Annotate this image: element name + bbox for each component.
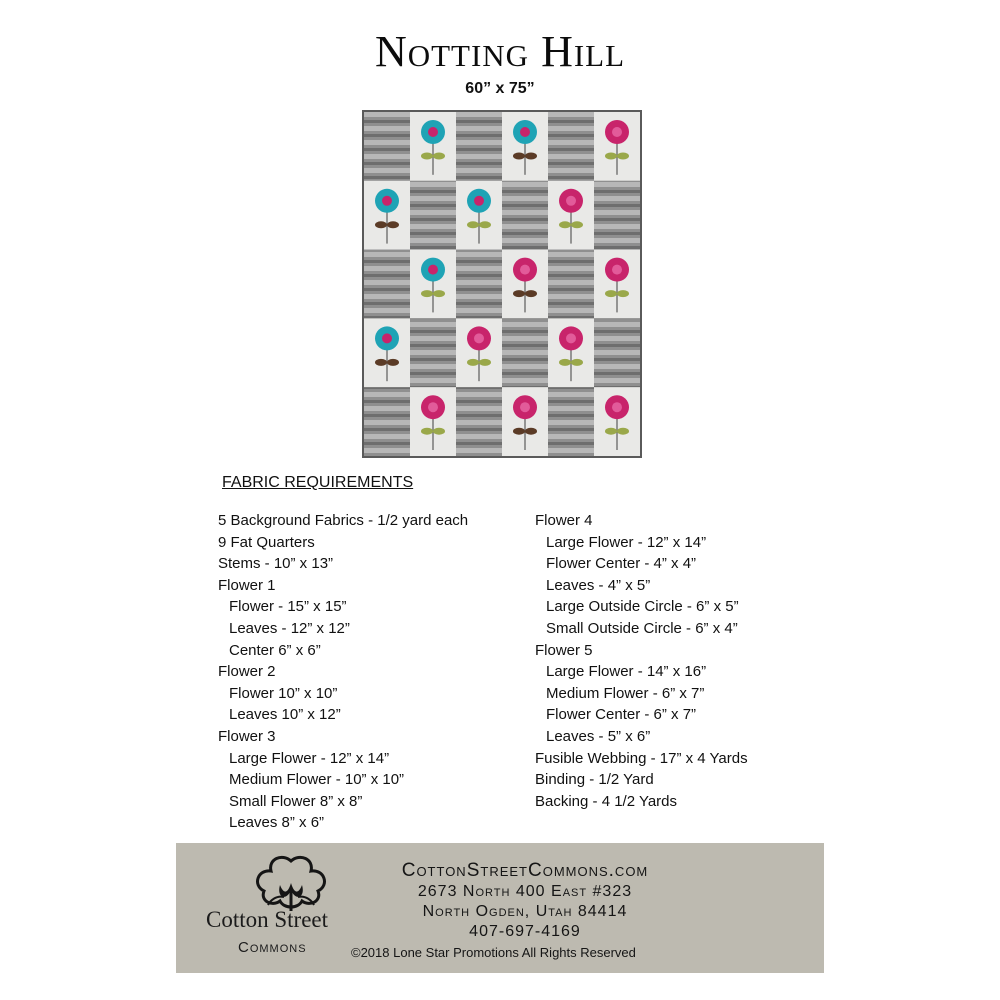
fabric-list-left [218,510,468,834]
pattern-title: Notting Hill [374,27,626,76]
fabric-requirements-heading: FABRIC REQUIREMENTS [222,474,414,491]
quilt-leaf [559,221,571,228]
quilt-leaf [605,428,617,435]
fabric-requirement-item: Leaves 10” x 12” [229,706,341,724]
quilt-flower-center [382,333,392,343]
quilt-leaf [513,290,525,297]
quilt-striped-block [364,250,410,319]
quilt-striped-block [456,250,502,319]
fabric-requirement-item: Large Flower - 12” x 14” [546,533,707,551]
fabric-requirement-item: Small Outside Circle - 6” x 4” [546,619,738,637]
fabric-requirement-item: Flower 5 [535,641,593,659]
fabric-requirement-item: Flower 10” x 10” [229,684,338,702]
fabric-requirement-item: Small Flower 8” x 8” [229,792,363,810]
quilt-flower-center [520,402,530,412]
quilt-striped-block [456,387,502,456]
quilt-leaf [433,290,445,297]
quilt-striped-block [364,112,410,181]
quilt-leaf [421,290,433,297]
quilt-leaf [513,428,525,435]
quilt-leaf [479,359,491,366]
fabric-requirement-item: Flower Center - 4” x 4” [546,555,697,573]
quilt-leaf [479,221,491,228]
quilt-leaf [617,290,629,297]
quilt-flower-center [566,333,576,343]
quilt-striped-block [410,318,456,387]
fabric-requirement-item: Flower Center - 6” x 7” [546,706,697,724]
fabric-requirement-item: Flower 4 [535,512,593,529]
quilt-photo [362,110,642,458]
fabric-requirement-item: Binding - 1/2 Yard [535,771,654,789]
quilt-striped-block [502,318,548,387]
fabric-requirement-item: Flower 3 [218,727,276,745]
quilt-leaf [617,428,629,435]
fabric-requirement-item: 9 Fat Quarters [218,533,315,551]
quilt-flower-center [612,402,622,412]
quilt-leaf [559,359,571,366]
quilt-leaf [375,221,387,228]
phone-number: 407-697-4169 [469,923,581,940]
quilt-leaf [605,153,617,160]
quilt-leaf [571,359,583,366]
quilt-leaf [525,290,537,297]
fabric-requirement-item: Flower 1 [218,576,276,594]
logo-subtitle: Commons [238,939,307,956]
quilt-size: 60” x 75” [465,80,535,97]
fabric-requirement-item: Leaves - 4” x 5” [546,576,651,594]
quilt-leaf [525,153,537,160]
fabric-requirement-item: Stems - 10” x 13” [218,555,334,573]
website-link[interactable]: CottonStreetCommons.com [401,860,649,881]
quilt-striped-block [594,318,640,387]
quilt-flower-center [382,196,392,206]
fabric-requirement-item: Large Flower - 14” x 16” [546,663,707,681]
fabric-requirement-item: Flower - 15” x 15” [229,598,347,616]
quilt-leaf [617,153,629,160]
quilt-flower-center [612,265,622,275]
fabric-requirement-item: Leaves 8” x 6” [229,814,325,832]
fabric-requirement-item: 5 Background Fabrics - 1/2 yard each [218,512,469,529]
copyright-notice: ©2018 Lone Star Promotions All Rights Reserved [351,945,636,960]
quilt-flower-center [612,127,622,137]
quilt-leaf [605,290,617,297]
quilt-flower-center [428,402,438,412]
quilt-striped-block [594,181,640,250]
fabric-requirement-item: Leaves - 5” x 6” [546,727,651,745]
quilt-striped-block [548,387,594,456]
address-line-2: North Ogden, Utah 84414 [422,903,628,920]
quilt-striped-block [456,112,502,181]
fabric-requirement-item: Leaves - 12” x 12” [229,619,350,637]
fabric-list-right [535,510,748,812]
quilt-leaf [375,359,387,366]
quilt-leaf [525,428,537,435]
quilt-leaf [433,428,445,435]
quilt-flower-center [520,127,530,137]
quilt-striped-block [502,181,548,250]
quilt-leaf [421,428,433,435]
fabric-requirement-item: Backing - 4 1/2 Yards [535,792,678,810]
quilt-leaf [433,153,445,160]
quilt-leaf [467,359,479,366]
quilt-flower-center [520,265,530,275]
fabric-requirement-item: Center 6” x 6” [229,641,321,659]
quilt-flower-center [566,196,576,206]
quilt-illustration [364,112,640,456]
quilt-striped-block [364,387,410,456]
fabric-requirement-item: Medium Flower - 6” x 7” [546,684,705,702]
fabric-requirement-item: Fusible Webbing - 17” x 4 Yards [535,749,748,767]
fabric-requirement-item: Medium Flower - 10” x 10” [229,771,405,789]
quilt-striped-block [548,112,594,181]
footer-banner [176,843,824,973]
quilt-leaf [571,221,583,228]
quilt-striped-block [548,250,594,319]
quilt-leaf [387,359,399,366]
fabric-requirement-item: Flower 2 [218,663,276,681]
quilt-flower-center [428,265,438,275]
quilt-leaf [387,221,399,228]
quilt-flower-center [474,333,484,343]
cotton-boll-icon [254,855,328,913]
address-line-1: 2673 North 400 East #323 [417,883,633,900]
quilt-leaf [467,221,479,228]
quilt-leaf [421,153,433,160]
quilt-leaf [513,153,525,160]
fabric-requirement-item: Large Outside Circle - 6” x 5” [546,598,739,616]
logo-wordmark: Cotton Street [206,907,329,932]
quilt-flower-center [474,196,484,206]
quilt-striped-block [410,181,456,250]
fabric-requirement-item: Large Flower - 12” x 14” [229,749,390,767]
quilt-flower-center [428,127,438,137]
